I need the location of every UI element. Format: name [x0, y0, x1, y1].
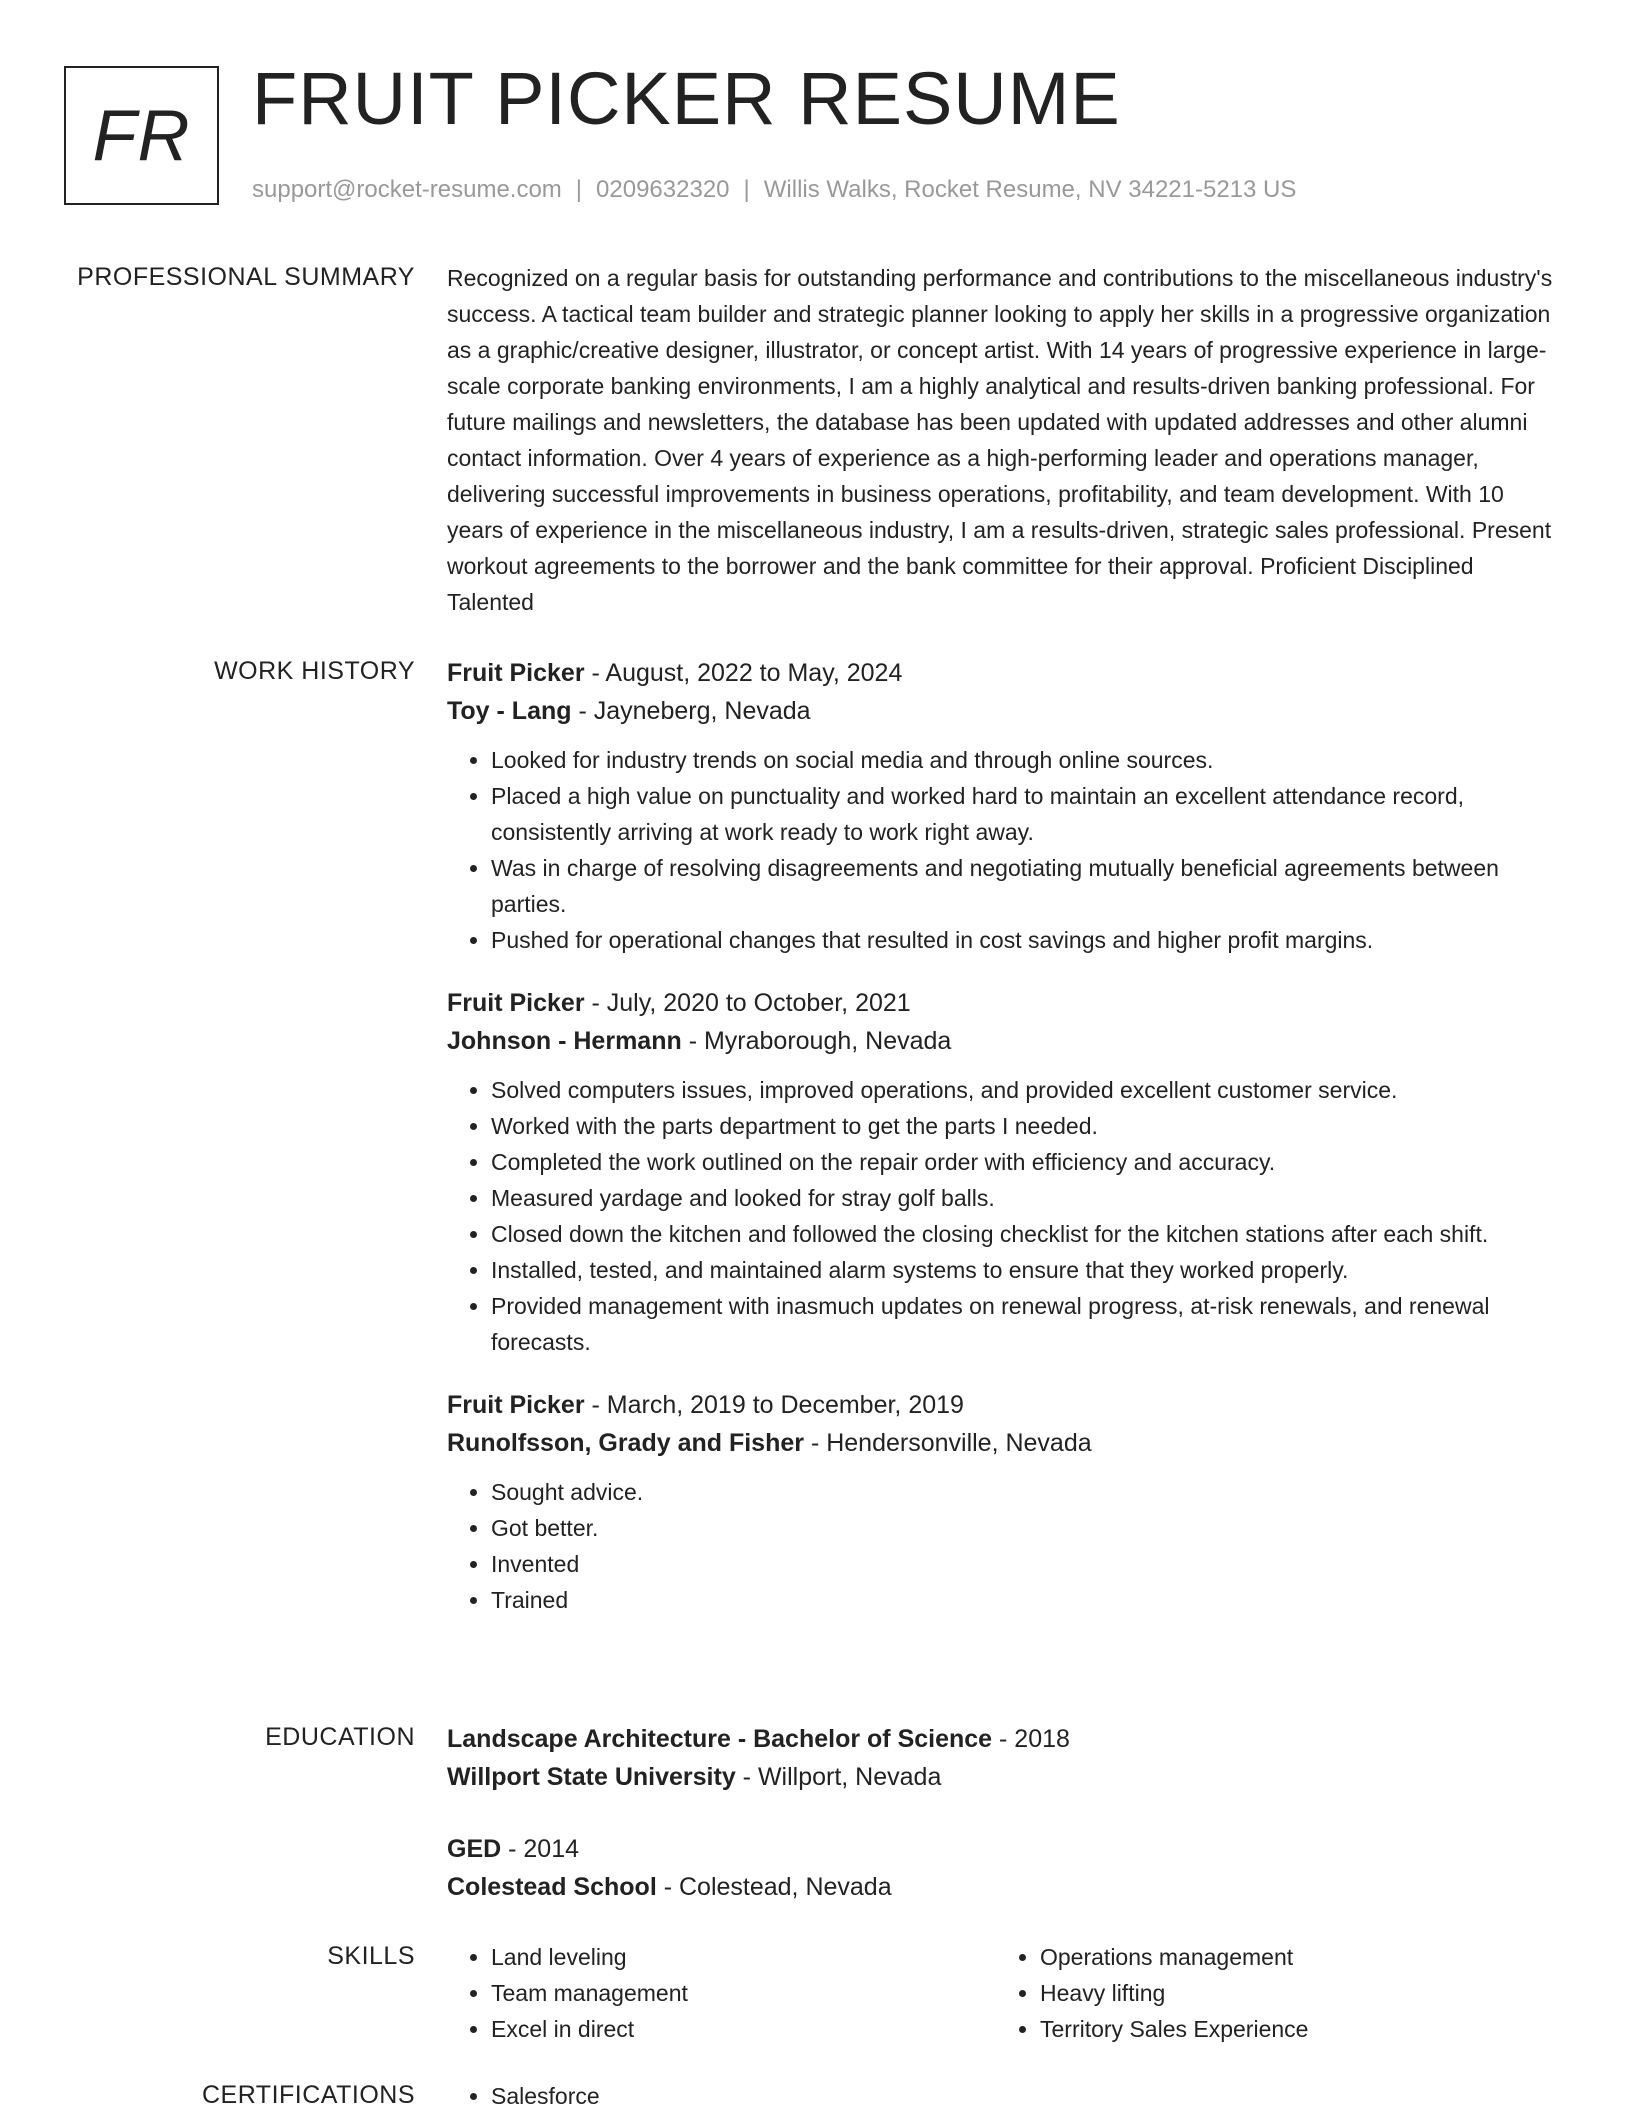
job-bullet: • Got better. — [491, 1510, 1562, 1546]
job-company: Runolfsson, Grady and Fisher — [447, 1429, 804, 1457]
job-location: - Myraborough, Nevada — [681, 1027, 952, 1055]
summary-text: Recognized on a regular basis for outstanding performance and contributions to the miscellaneous industry's success. A tactical team builder and strategic planner looking to apply her skills in a progressive organization as a graphic/creative designer, illustrator, or concept artist. With 14 years of progressive experience in large-scale corporate banking environments, I am a highly analytical and results-driven banking professional. For future mailings and newsletters, the database has been updated with updated addresses and other alumni contact information. Over 4 years of experience as a high-performing leader and operations manager, delivering successful improvements in business operations, profitability, and team development. With 10 years of experience in the miscellaneous industry, I am a results-driven, strategic sales professional. Present workout agreements to the borrower and the bank committee for their approval. Proficient Disciplined Talented — [447, 265, 1553, 615]
job-dates: - July, 2020 to October, 2021 — [584, 989, 911, 1017]
resume-title: FRUIT PICKER RESUME — [252, 57, 1121, 140]
section-label-certifications: CERTIFICATIONS — [201, 2081, 415, 2109]
section-label-education: EDUCATION — [265, 1723, 415, 1751]
education-location: - Willport, Nevada — [735, 1763, 942, 1791]
job-bullet: • Solved computers issues, improved operations, and provided excellent customer service. — [491, 1072, 1562, 1108]
job-bullets — [447, 1072, 1562, 1360]
education-degree: GED — [447, 1835, 502, 1863]
work-body — [447, 654, 1562, 1644]
education-year: - 2014 — [501, 1835, 580, 1863]
job-dates: - August, 2022 to May, 2024 — [584, 659, 903, 687]
job-company-line — [447, 692, 1562, 730]
job-entry — [447, 1386, 1562, 1618]
skills-column-left — [447, 1939, 996, 2047]
job-bullet: • Worked with the parts department to get the parts I needed. — [491, 1108, 1562, 1144]
skill-item: • Heavy lifting — [1040, 1975, 1545, 2011]
skills-column-right — [996, 1939, 1545, 2047]
job-location: - Hendersonville, Nevada — [804, 1429, 1092, 1457]
education-degree-line — [447, 1720, 1562, 1758]
education-year: - 2018 — [992, 1725, 1070, 1753]
job-bullet: • Completed the work outlined on the repair order with efficiency and accuracy. — [491, 1144, 1562, 1180]
contact-address: Willis Walks, Rocket Resume, NV 34221-5213 US — [763, 176, 1297, 203]
job-entry — [447, 984, 1562, 1360]
contact-separator: | — [743, 176, 750, 203]
education-location: - Colestead, Nevada — [656, 1873, 892, 1901]
job-dates: - March, 2019 to December, 2019 — [584, 1391, 964, 1419]
job-company-line — [447, 1022, 1562, 1060]
certification-item: • Salesforce — [491, 2078, 1562, 2112]
job-title-line — [447, 654, 1562, 692]
job-entry — [447, 654, 1562, 958]
job-bullets — [447, 742, 1562, 958]
education-school: Willport State University — [447, 1763, 736, 1791]
education-degree-line — [447, 1830, 1562, 1868]
job-bullet: • Placed a high value on punctuality and worked hard to maintain an excellent attendance record, consistently arriving at work ready to work right away. — [491, 778, 1562, 850]
job-bullet: • Closed down the kitchen and followed the closing checklist for the kitchen stations after each shift. — [491, 1216, 1562, 1252]
job-title: Fruit Picker — [447, 659, 585, 687]
education-degree: Landscape Architecture - Bachelor of Science — [447, 1725, 993, 1753]
job-bullet: • Installed, tested, and maintained alarm systems to ensure that they worked properly. — [491, 1252, 1562, 1288]
summary-body — [447, 260, 1562, 620]
section-label-skills: SKILLS — [327, 1942, 415, 1970]
skill-item: • Territory Sales Experience — [1040, 2011, 1545, 2047]
education-entry — [447, 1830, 1562, 1906]
job-bullet: • Invented — [491, 1546, 1562, 1582]
job-title-line — [447, 984, 1562, 1022]
skill-item: • Excel in direct — [491, 2011, 996, 2047]
job-bullet: • Looked for industry trends on social media and through online sources. — [491, 742, 1562, 778]
skill-item: • Land leveling — [491, 1939, 996, 1975]
certifications-body — [447, 2078, 1562, 2112]
section-label-summary: PROFESSIONAL SUMMARY — [77, 263, 415, 291]
education-school-line — [447, 1868, 1562, 1906]
education-body — [447, 1720, 1562, 1940]
education-school-line — [447, 1758, 1562, 1796]
section-label-work: WORK HISTORY — [214, 657, 415, 685]
education-school: Colestead School — [447, 1873, 657, 1901]
job-bullet: • Measured yardage and looked for stray golf balls. — [491, 1180, 1562, 1216]
job-bullet: • Pushed for operational changes that resulted in cost savings and higher profit margins. — [491, 922, 1562, 958]
job-location: - Jayneberg, Nevada — [571, 697, 811, 725]
contact-phone[interactable]: 0209632320 — [596, 176, 730, 203]
job-company: Johnson - Hermann — [447, 1027, 682, 1055]
job-bullet: • Was in charge of resolving disagreements and negotiating mutually beneficial agreements between parties. — [491, 850, 1562, 922]
job-bullets — [447, 1474, 1562, 1618]
job-title: Fruit Picker — [447, 989, 585, 1017]
skills-body — [447, 1939, 1562, 2047]
job-bullet: • Provided management with inasmuch updates on renewal progress, at-risk renewals, and renewal forecasts. — [491, 1288, 1562, 1360]
skill-item: • Team management — [491, 1975, 996, 2011]
contact-line — [252, 175, 1296, 205]
skills-grid — [447, 1939, 1562, 2047]
contact-email[interactable]: support@rocket-resume.com — [252, 176, 562, 203]
job-bullet: • Sought advice. — [491, 1474, 1562, 1510]
certifications-list — [447, 2078, 1562, 2112]
skill-item: • Operations management — [1040, 1939, 1545, 1975]
job-company: Toy - Lang — [447, 697, 572, 725]
monogram-box — [64, 66, 219, 205]
education-entry — [447, 1720, 1562, 1796]
job-company-line — [447, 1424, 1562, 1462]
monogram-initials: FR — [92, 95, 191, 176]
job-title: Fruit Picker — [447, 1391, 585, 1419]
contact-separator: | — [575, 176, 583, 203]
job-bullet: • Trained — [491, 1582, 1562, 1618]
job-title-line — [447, 1386, 1562, 1424]
